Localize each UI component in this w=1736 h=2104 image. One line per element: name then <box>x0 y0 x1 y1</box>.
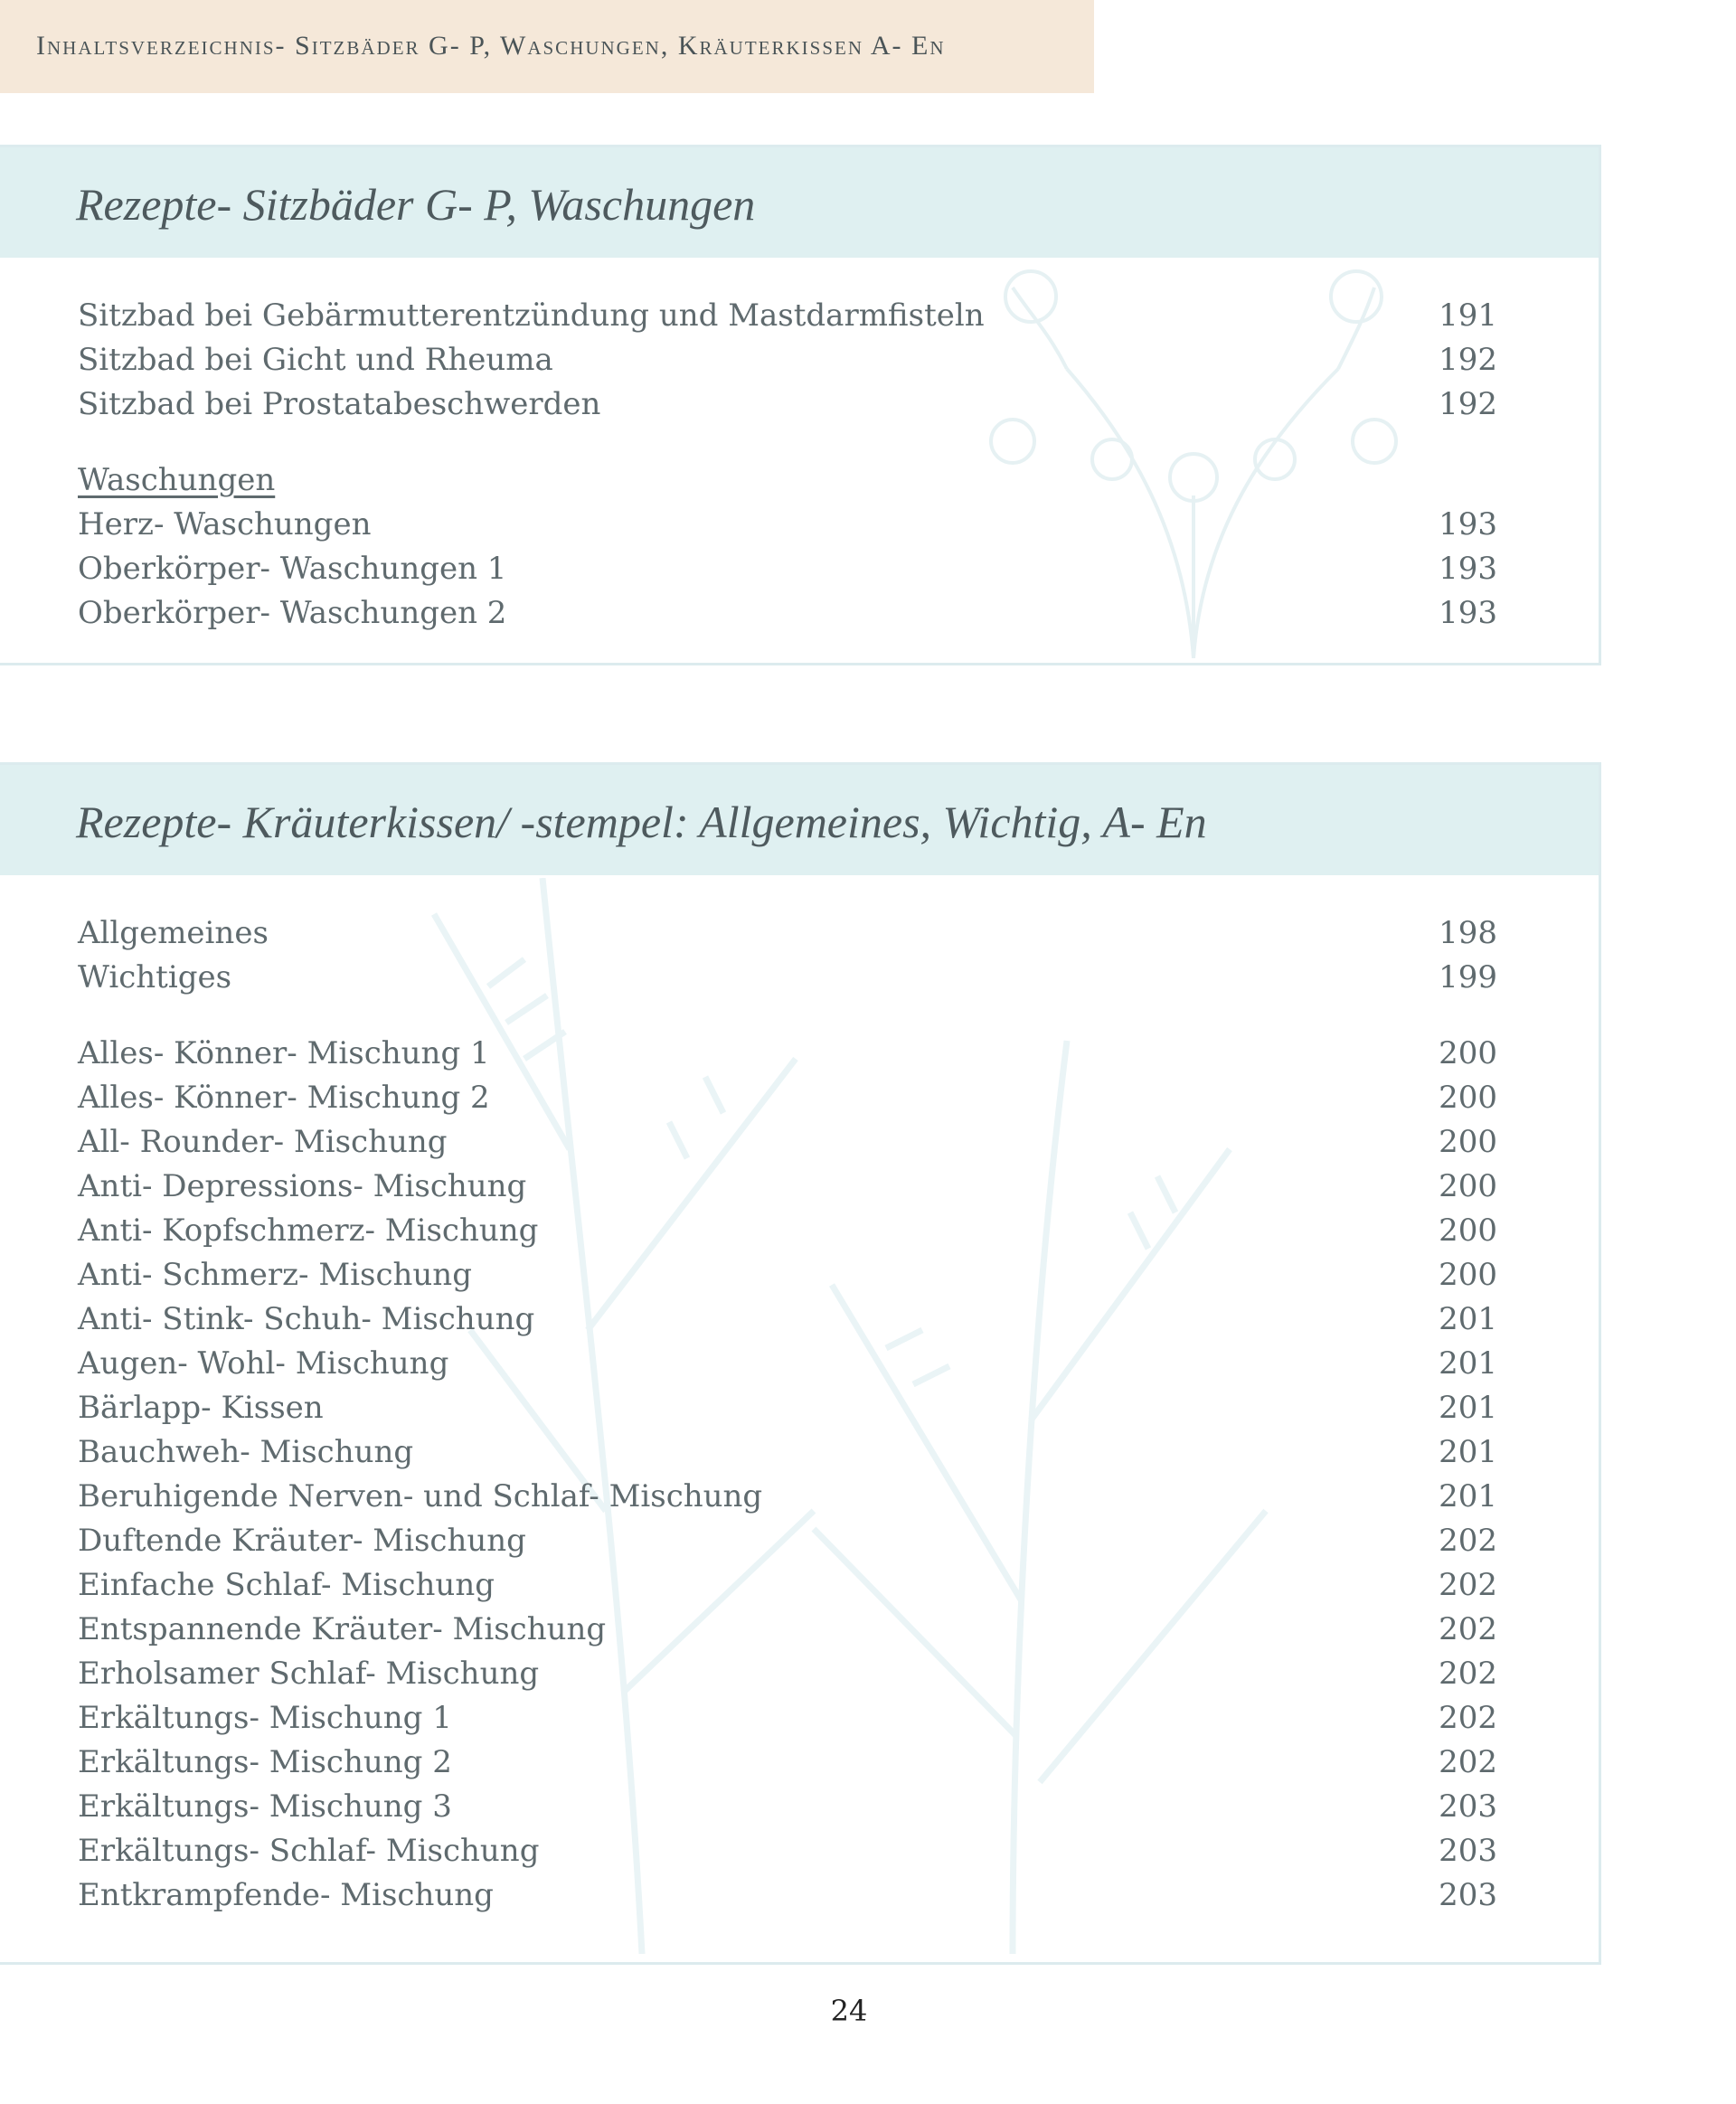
subheading-waschungen: Waschungen <box>78 462 276 498</box>
toc-section-sitzbaeder <box>0 145 1601 665</box>
entry-label: Anti- Depressions- Mischung <box>78 1168 527 1204</box>
subheading-row <box>0 458 1599 503</box>
entry-page: 201 <box>1439 1434 1497 1470</box>
toc-entry[interactable] <box>0 1785 1599 1829</box>
toc-entry[interactable] <box>0 382 1599 427</box>
entry-label: Anti- Stink- Schuh- Mischung <box>78 1301 535 1337</box>
entry-page: 192 <box>1439 386 1497 422</box>
entry-page: 203 <box>1439 1788 1497 1825</box>
toc-entry[interactable] <box>0 1032 1599 1076</box>
entry-page: 192 <box>1439 342 1497 378</box>
toc-entry[interactable] <box>0 1386 1599 1430</box>
running-head <box>0 0 1094 93</box>
entry-page: 202 <box>1439 1656 1497 1692</box>
section-title: Rezepte- Sitzbäder G- P, Waschungen <box>76 179 756 230</box>
toc-entry[interactable] <box>0 1165 1599 1209</box>
entry-label: Herz- Waschungen <box>78 506 372 543</box>
entry-label: Beruhigende Nerven- und Schlaf- Mischung <box>78 1478 763 1514</box>
entry-page: 202 <box>1439 1700 1497 1736</box>
entry-page: 203 <box>1439 1877 1497 1913</box>
toc-entry[interactable] <box>0 503 1599 547</box>
entry-label: Erkältungs- Mischung 1 <box>78 1700 452 1736</box>
entry-label: Einfache Schlaf- Mischung <box>78 1567 495 1603</box>
entry-label: Erkältungs- Mischung 2 <box>78 1744 452 1780</box>
entry-page: 202 <box>1439 1611 1497 1647</box>
entry-page: 201 <box>1439 1345 1497 1382</box>
toc-entry[interactable] <box>0 1120 1599 1165</box>
entry-label: All- Rounder- Mischung <box>78 1124 448 1160</box>
entry-label: Entkrampfende- Mischung <box>78 1877 494 1913</box>
entry-page: 193 <box>1439 595 1497 631</box>
toc-entry[interactable] <box>0 547 1599 591</box>
toc-entry[interactable] <box>0 1297 1599 1342</box>
entry-page: 201 <box>1439 1301 1497 1337</box>
entry-page: 202 <box>1439 1523 1497 1559</box>
entry-page: 199 <box>1439 959 1497 995</box>
entry-label: Erkältungs- Mischung 3 <box>78 1788 452 1825</box>
toc-section-kraeuterkissen <box>0 762 1601 1965</box>
toc-entry[interactable] <box>0 294 1599 338</box>
toc-entry[interactable] <box>0 1076 1599 1120</box>
section-header <box>0 765 1599 875</box>
toc-entry[interactable] <box>0 591 1599 636</box>
entry-page: 201 <box>1439 1390 1497 1426</box>
toc-entry[interactable] <box>0 1342 1599 1386</box>
entry-page: 200 <box>1439 1168 1497 1204</box>
toc-entry[interactable] <box>0 1209 1599 1253</box>
toc-list <box>0 875 1599 1918</box>
entry-page: 200 <box>1439 1257 1497 1293</box>
entry-page: 200 <box>1439 1212 1497 1249</box>
entry-page: 191 <box>1439 297 1497 334</box>
entry-page: 202 <box>1439 1567 1497 1603</box>
entry-label: Duftende Kräuter- Mischung <box>78 1523 526 1559</box>
entry-label: Alles- Könner- Mischung 1 <box>78 1035 490 1071</box>
entry-page: 202 <box>1439 1744 1497 1780</box>
entry-page: 201 <box>1439 1478 1497 1514</box>
entry-label: Anti- Schmerz- Mischung <box>78 1257 472 1293</box>
toc-entry[interactable] <box>0 1741 1599 1785</box>
toc-entry[interactable] <box>0 1519 1599 1563</box>
toc-entry[interactable] <box>0 1253 1599 1297</box>
toc-entry[interactable] <box>0 956 1599 1000</box>
toc-entry[interactable] <box>0 1563 1599 1608</box>
entry-label: Sitzbad bei Gebärmutterentzündung und Mastdarmfisteln <box>78 297 985 334</box>
entry-label: Erkältungs- Schlaf- Mischung <box>78 1833 540 1869</box>
section-title: Rezepte- Kräuterkissen/ -stempel: Allgemeines, Wichtig, A- En <box>76 797 1207 847</box>
toc-entry[interactable] <box>0 911 1599 956</box>
toc-entry[interactable] <box>0 1829 1599 1873</box>
entry-page: 200 <box>1439 1080 1497 1116</box>
toc-entry[interactable] <box>0 1608 1599 1652</box>
entry-page: 193 <box>1439 506 1497 543</box>
entry-label: Bärlapp- Kissen <box>78 1390 324 1426</box>
toc-entry[interactable] <box>0 1873 1599 1918</box>
entry-page: 198 <box>1439 915 1497 951</box>
entry-label: Alles- Könner- Mischung 2 <box>78 1080 490 1116</box>
toc-entry[interactable] <box>0 1475 1599 1519</box>
entry-label: Oberkörper- Waschungen 1 <box>78 551 507 587</box>
entry-label: Wichtiges <box>78 959 232 995</box>
toc-entry[interactable] <box>0 338 1599 382</box>
entry-label: Oberkörper- Waschungen 2 <box>78 595 507 631</box>
page-number: 24 <box>830 1994 868 2028</box>
entry-label: Sitzbad bei Gicht und Rheuma <box>78 342 553 378</box>
toc-entry[interactable] <box>0 1696 1599 1741</box>
entry-page: 200 <box>1439 1035 1497 1071</box>
running-head-text: Inhaltsverzeichnis- Sitzbäder G- P, Waschungen, Kräuterkissen A- En <box>36 31 946 61</box>
entry-label: Augen- Wohl- Mischung <box>78 1345 449 1382</box>
entry-label: Erholsamer Schlaf- Mischung <box>78 1656 540 1692</box>
section-header <box>0 147 1599 258</box>
entry-label: Bauchweh- Mischung <box>78 1434 414 1470</box>
entry-label: Entspannende Kräuter- Mischung <box>78 1611 607 1647</box>
entry-label: Allgemeines <box>78 915 269 951</box>
toc-entry[interactable] <box>0 1430 1599 1475</box>
toc-entry[interactable] <box>0 1652 1599 1696</box>
entry-label: Anti- Kopfschmerz- Mischung <box>78 1212 539 1249</box>
entry-label: Sitzbad bei Prostatabeschwerden <box>78 386 601 422</box>
entry-page: 203 <box>1439 1833 1497 1869</box>
entry-page: 200 <box>1439 1124 1497 1160</box>
toc-list <box>0 258 1599 636</box>
entry-page: 193 <box>1439 551 1497 587</box>
